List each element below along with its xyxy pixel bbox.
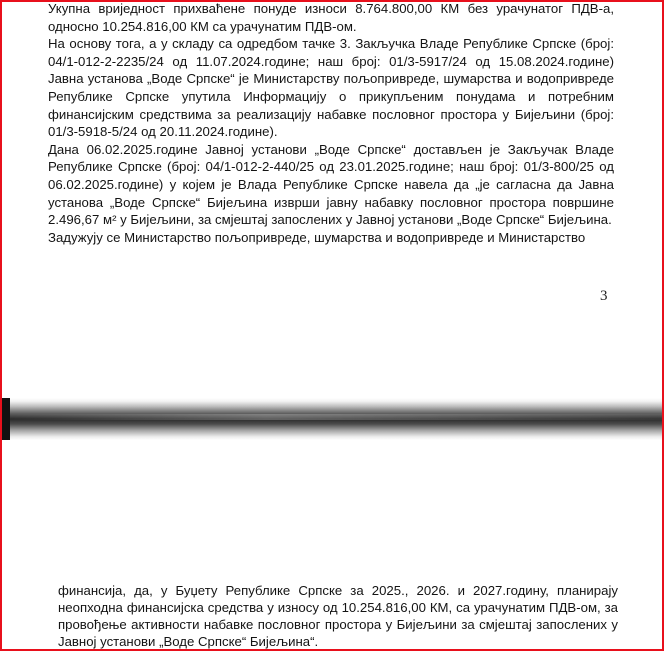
page-break-glint xyxy=(2,414,662,420)
page-number: 3 xyxy=(600,288,608,304)
paragraph-finance-budget: финансија, да, у Буџету Републике Српске за 2025., 2026. и 2027.годину, планирају неопходна финансијска средства у износу од 10.254.816,00 КМ, са урачунатим ПДВ-ом, за провођење активности набавке пословног простора у Бијељини за смјештај запослених у Јавној установи „Воде Српске“ Бијељина“. xyxy=(58,583,618,649)
document-page-bottom xyxy=(2,442,662,651)
paragraph-conclusion-delivery: Дана 06.02.2025.године Јавној установи „Воде Српске“ достављен је Закључак Владе Републике Српске (број: 04/1-012-2-440/25 од 23.01.2025.године; наш број: 01/3-800/25 од 06.02.2025.године) у којем је Влада Републике Српске навела да „је сагласна да Јавна установа „Воде Српске“ Бијељина изврши јавну набавку пословног простора површине 2.496,67 м² у Бијељини, за смјештај запослених у Јавној установи „Воде Српске“ Бијељина. xyxy=(48,141,614,228)
document-page-top xyxy=(2,2,662,397)
paragraph-offer-value: Укупна вриједност прихваћене понуде износи 8.764.800,00 КМ без урачунатог ПДВ-а, односно 10.254.816,00 КМ са урачунатим ПДВ-ом. xyxy=(48,1,614,34)
paragraph-ministry-tasks: Задужују се Министарство пољопривреде, шумарства и водопривреде и Министарство xyxy=(48,229,586,245)
paragraph-government-conclusion: На основу тога, а у складу са одредбом тачке 3. Закључка Владе Републике Српске (број: 04/1-012-2-2235/24 од 11.07.2024.године; наш број: 01/3-5917/24 од 15.08.2024.године) Јавна установа „Воде Српске“ је Министарству пољопривреде, шумарства и водопривреде Републике Српске упутила Информацију о прикупљеним понудама и потребним финансијским средствима за реализацију набавке пословног простора у Бијељини (број: 01/3-5918-5/24 од 20.11.2024.године). xyxy=(48,36,614,140)
page-bottom-text xyxy=(58,582,618,650)
page-top-text xyxy=(48,0,614,246)
page-break-edge xyxy=(2,398,10,440)
